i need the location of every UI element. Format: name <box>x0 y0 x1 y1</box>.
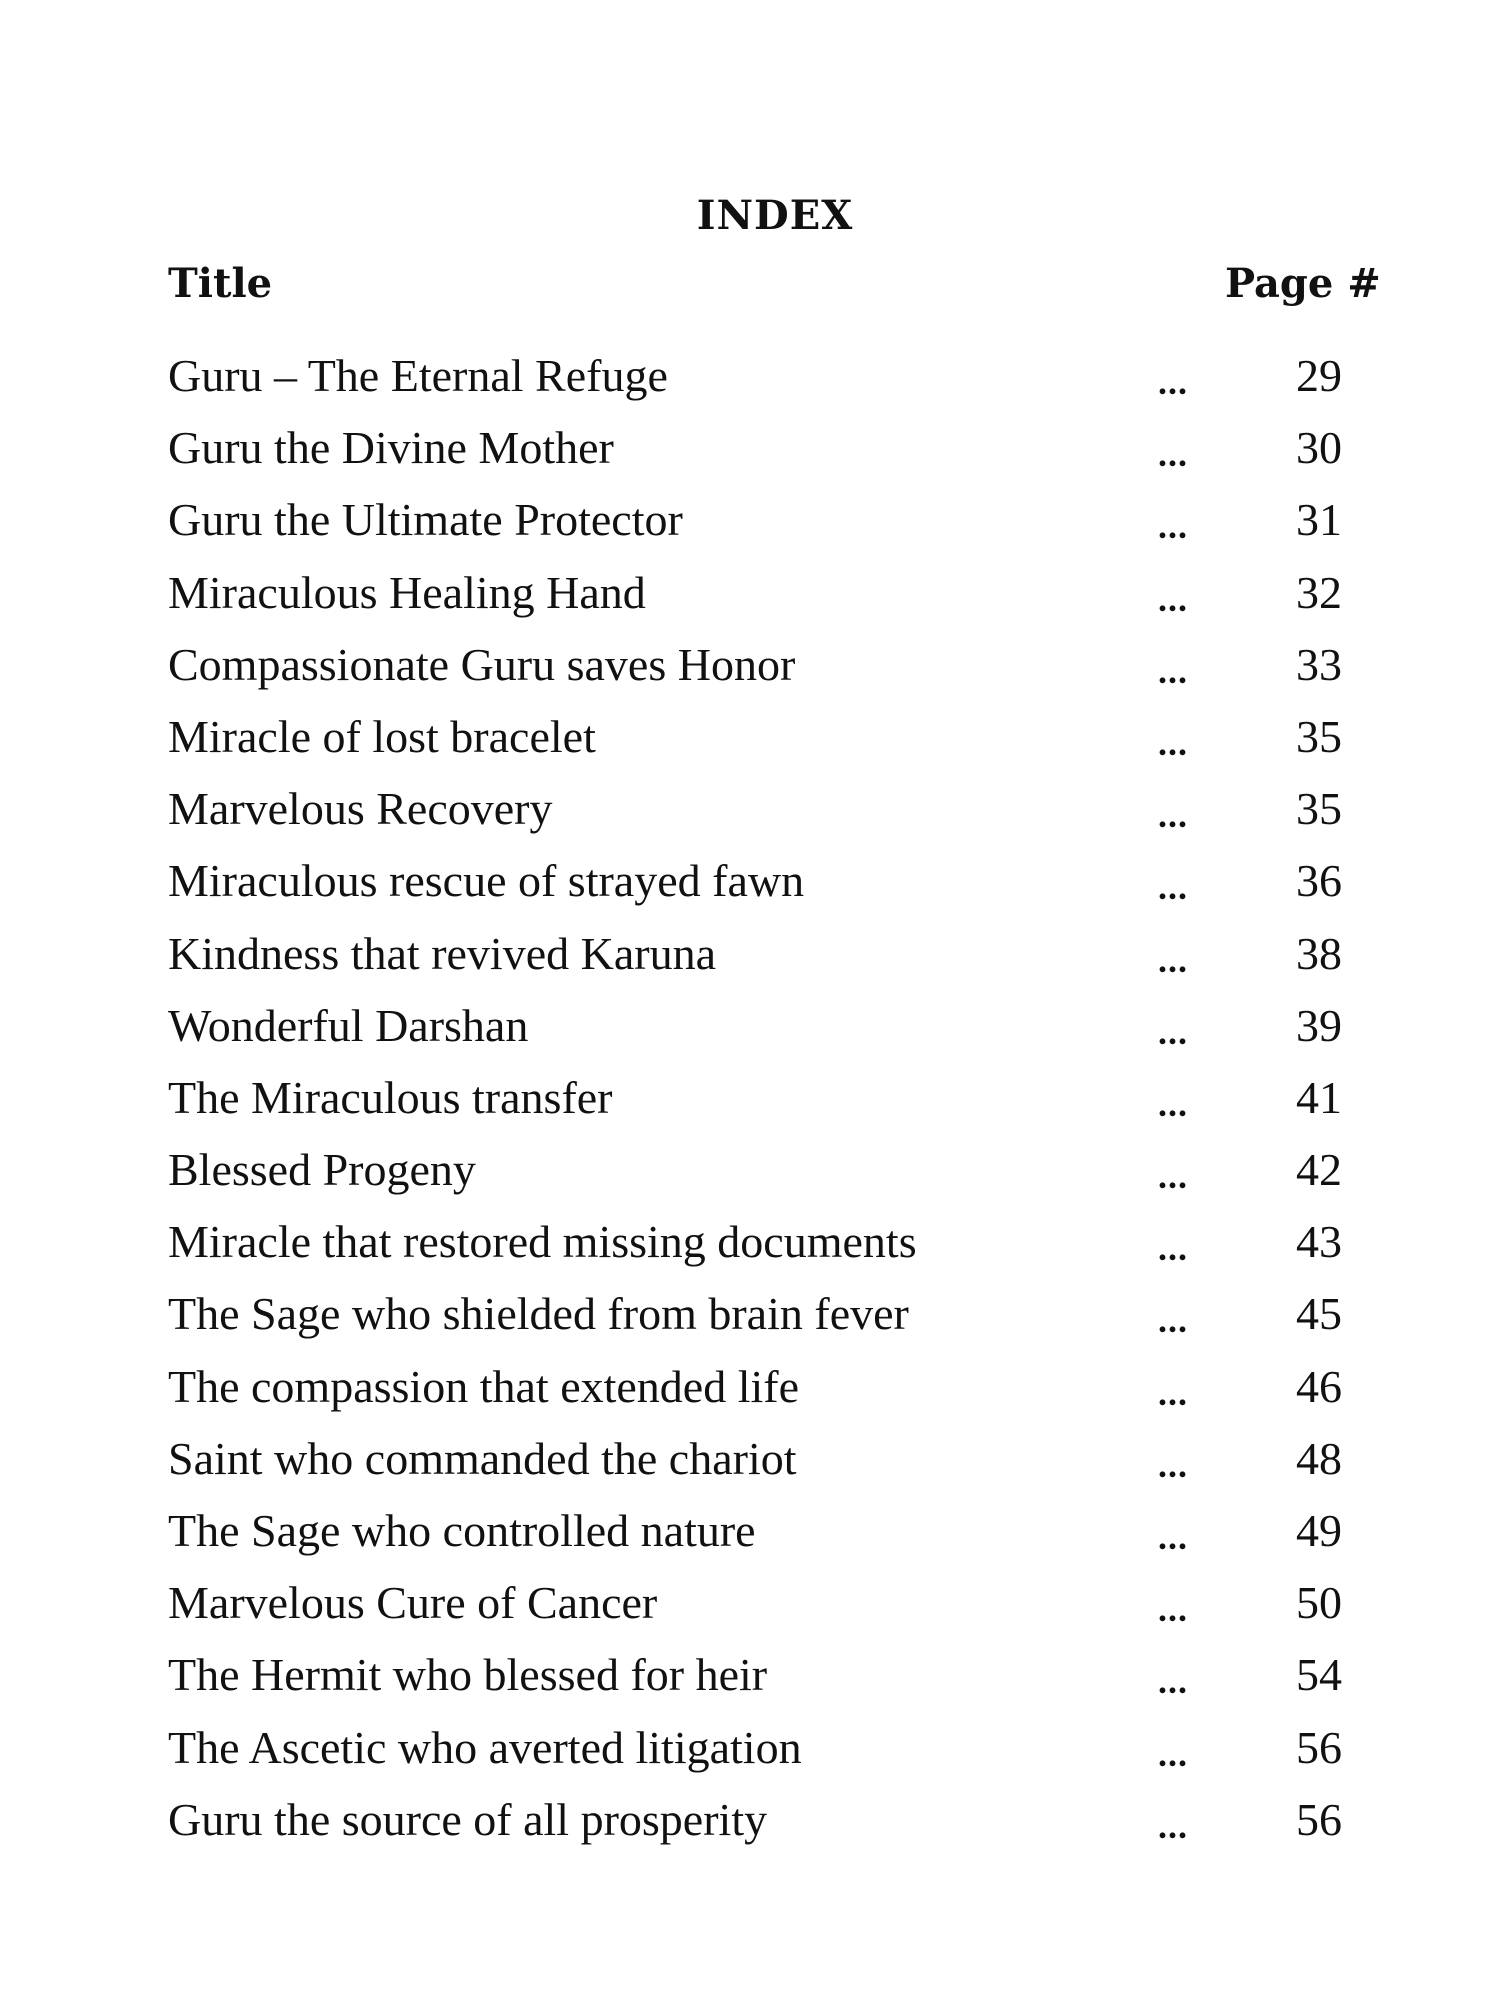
index-entry <box>0 1784 1500 1856</box>
index-entry <box>0 701 1500 773</box>
index-entry <box>0 845 1500 917</box>
entry-title: The Hermit who blessed for heir <box>168 1649 768 1701</box>
index-heading: INDEX <box>696 192 854 239</box>
entry-title: Guru – The Eternal Refuge <box>168 350 668 401</box>
entry-leader: ... <box>1158 1589 1188 1630</box>
entry-title: Guru the Ultimate Protector <box>168 494 683 546</box>
index-entry <box>0 1639 1500 1711</box>
index-entry <box>0 1278 1500 1350</box>
entry-leader: ... <box>1158 578 1188 619</box>
index-entry <box>0 1062 1500 1134</box>
entry-title: Miracle of lost bracelet <box>168 710 596 762</box>
entry-leader: ... <box>1158 1661 1188 1702</box>
entry-title: Compassionate Guru saves Honor <box>168 638 796 690</box>
index-entry <box>0 773 1500 845</box>
index-entry <box>0 1423 1500 1495</box>
entry-title: Marvelous Recovery <box>168 783 553 835</box>
entry-page-number: 46 <box>1296 1360 1342 1412</box>
index-entry <box>0 629 1500 701</box>
entry-page-number: 30 <box>1296 422 1342 474</box>
entry-page-number: 56 <box>1296 1721 1342 1773</box>
entry-leader: ... <box>1158 1083 1188 1124</box>
entry-leader: ... <box>1158 1372 1188 1413</box>
entry-page-number: 43 <box>1296 1216 1342 1268</box>
entry-page-number: 42 <box>1296 1144 1342 1196</box>
index-entry <box>0 1351 1500 1423</box>
entry-title: Guru the source of all prosperity <box>168 1793 768 1845</box>
entry-title: The Ascetic who averted litigation <box>168 1721 802 1773</box>
entry-page-number: 45 <box>1296 1288 1342 1340</box>
entry-leader: ... <box>1158 1156 1188 1197</box>
entry-page-number: 33 <box>1296 638 1342 690</box>
entry-title: Marvelous Cure of Cancer <box>168 1577 658 1629</box>
entry-leader: ... <box>1158 1517 1188 1557</box>
entry-leader: ... <box>1158 506 1188 547</box>
index-entry <box>0 412 1500 484</box>
entry-title: The Sage who controlled nature <box>168 1505 756 1556</box>
index-entry <box>0 918 1500 990</box>
entry-leader: ... <box>1158 1228 1188 1269</box>
entry-page-number: 35 <box>1296 783 1342 835</box>
index-entry <box>0 340 1500 412</box>
index-entry <box>0 990 1500 1062</box>
index-entry <box>0 1134 1500 1206</box>
entry-page-number: 54 <box>1296 1649 1342 1701</box>
entry-leader: ... <box>1158 1805 1188 1846</box>
entry-page-number: 49 <box>1296 1505 1342 1556</box>
entry-leader: ... <box>1158 1444 1188 1485</box>
entry-title: Miraculous rescue of strayed fawn <box>168 855 805 907</box>
index-entry-list <box>0 340 1500 1856</box>
entry-leader: ... <box>1158 650 1188 691</box>
entry-page-number: 32 <box>1296 566 1342 618</box>
entry-title: The compassion that extended life <box>168 1360 800 1412</box>
entry-leader: ... <box>1158 1011 1188 1052</box>
entry-page-number: 35 <box>1296 710 1342 762</box>
index-entry <box>0 1495 1500 1567</box>
entry-title: Miraculous Healing Hand <box>168 566 646 618</box>
entry-page-number: 41 <box>1296 1071 1342 1123</box>
entry-page-number: 48 <box>1296 1432 1342 1484</box>
entry-title: Miracle that restored missing documents <box>168 1216 917 1268</box>
entry-page-number: 56 <box>1296 1793 1342 1845</box>
entry-leader: ... <box>1158 795 1188 836</box>
entry-leader: ... <box>1158 434 1188 475</box>
index-entry <box>0 484 1500 556</box>
entry-page-number: 38 <box>1296 927 1342 979</box>
entry-title: Saint who commanded the chariot <box>168 1432 797 1484</box>
title-column-header: Title <box>168 260 273 307</box>
index-entry <box>0 1712 1500 1784</box>
entry-leader: ... <box>1158 939 1188 980</box>
entry-title: Kindness that revived Karuna <box>168 927 717 979</box>
entry-leader: ... <box>1158 1300 1188 1341</box>
entry-leader: ... <box>1158 722 1188 763</box>
entry-title: The Miraculous transfer <box>168 1071 613 1123</box>
entry-page-number: 29 <box>1296 350 1342 401</box>
entry-title: Wonderful Darshan <box>168 999 529 1051</box>
entry-page-number: 39 <box>1296 999 1342 1051</box>
entry-leader: ... <box>1158 362 1188 402</box>
entry-title: The Sage who shielded from brain fever <box>168 1288 909 1340</box>
entry-leader: ... <box>1158 1733 1188 1774</box>
index-entry <box>0 1206 1500 1278</box>
entry-page-number: 36 <box>1296 855 1342 907</box>
entry-leader: ... <box>1158 867 1188 908</box>
index-entry <box>0 1567 1500 1639</box>
entry-title: Guru the Divine Mother <box>168 422 614 474</box>
entry-page-number: 31 <box>1296 494 1342 546</box>
index-entry <box>0 557 1500 629</box>
entry-title: Blessed Progeny <box>168 1144 476 1196</box>
entry-page-number: 50 <box>1296 1577 1342 1629</box>
page-column-header: Page # <box>1225 260 1381 307</box>
